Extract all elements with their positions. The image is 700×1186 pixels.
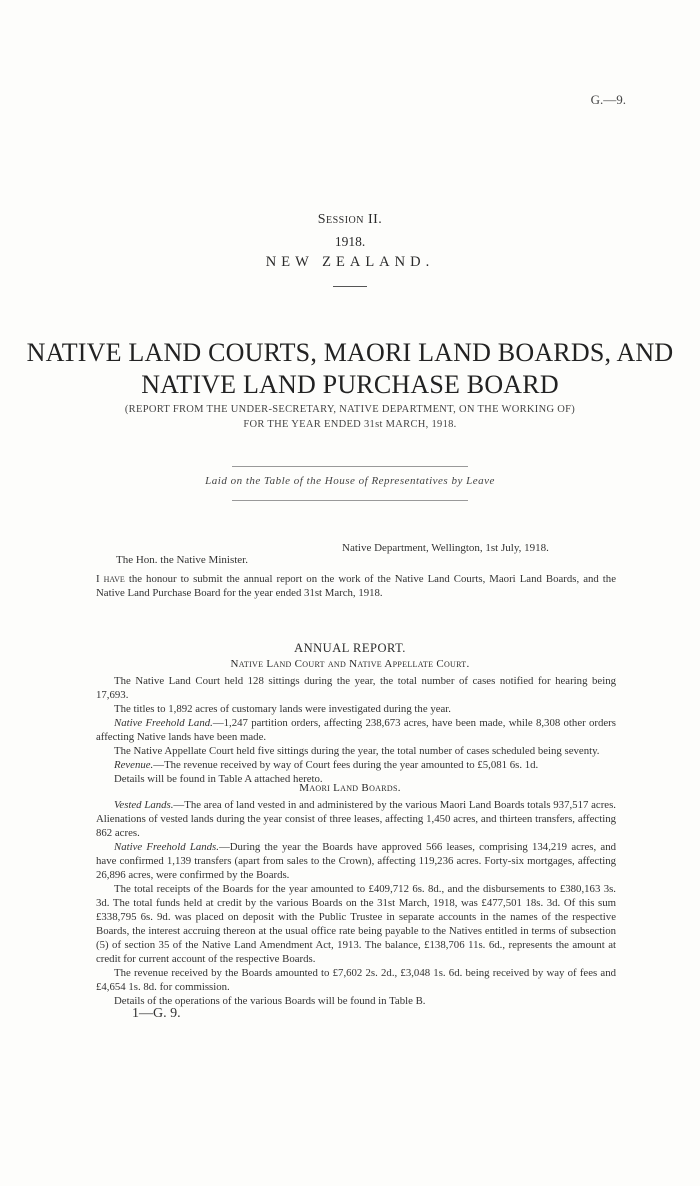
report-title-line2: NATIVE LAND PURCHASE BOARD [141, 370, 559, 399]
letter-dateline: Native Department, Wellington, 1st July, 1918. [342, 542, 549, 554]
section1-para3: Native Freehold Land.—1,247 partition orders, affecting 238,673 acres, have been made, while 8,308 other orders affecting Native lands have been made. [96, 717, 616, 743]
section2-para3: The total receipts of the Boards for the year amounted to £409,712 6s. 8d., and the disbursements to £380,163 3s. 3d. The total funds held at credit by the various Boards on the 31st March, 1918, was £477,501 18s. 3d. Of this sum £338,795 6s. 9d. was placed on deposit with the Public Trustee in separate accounts in the names of the respective Boards, the interest accruing thereon at the usual office rate being payable to the Natives entitled in terms of subsection (5) of section 35 of the Native Land Amendment Act, 1913. The balance, £138,706 11s. 6d., represents the amount at credit for current account of the respective Boards. [96, 883, 616, 965]
section2-body [96, 798, 616, 1008]
vested-lands-label: Vested Lands. [114, 799, 174, 811]
section1-heading: Native Land Court and Native Appellate Court. [230, 658, 470, 670]
section2-para1: Vested Lands.—The area of land vested in and administered by the various Maori Land Boards totals 937,517 acres. Alienations of vested lands during the year consist of three leases, affecting 1,450 acres, and thirteen transfers, affecting 862 acres. [96, 799, 616, 839]
divider-lower [232, 500, 468, 501]
letter-opening-smallcaps: I have [96, 573, 125, 585]
page-reference: G.—9. [590, 92, 626, 107]
native-freehold-lands-label: Native Freehold Lands. [114, 841, 219, 853]
country-label: NEW ZEALAND. [265, 254, 435, 270]
section1-para1: The Native Land Court held 128 sittings during the year, the total number of cases notified for hearing being 17,693. [96, 675, 616, 701]
report-subtitle-line1: (REPORT FROM THE UNDER-SECRETARY, NATIVE DEPARTMENT, ON THE WORKING OF) [124, 404, 576, 415]
letter-opening-text: the honour to submit the annual report on the work of the Native Land Courts, Maori Land Boards, and the Native Land Purchase Board for the year ended 31st March, 1918. [96, 573, 617, 599]
letter-addressee: The Hon. the Native Minister. [116, 554, 248, 566]
annual-report-heading: ANNUAL REPORT. [294, 641, 406, 655]
laid-on-table-note: Laid on the Table of the House of Representatives by Leave [205, 475, 495, 487]
session-label: Session II. [317, 212, 383, 227]
section2-para4: The revenue received by the Boards amounted to £7,602 2s. 2d., £3,048 1s. 6d. being received by way of fees and £4,654 1s. 8d. for commission. [96, 967, 616, 993]
section1-body [96, 674, 616, 786]
revenue-label: Revenue. [114, 759, 154, 771]
divider-short [333, 286, 367, 287]
section2-para2: Native Freehold Lands.—During the year the Boards have approved 566 leases, comprising 134,219 acres, and have confirmed 1,139 transfers (apart from sales to the Crown), affecting 119,236 acres. Forty-six mortgages, affecting 26,896 acres, were confirmed by the Boards. [96, 841, 617, 881]
section2-para5: Details of the operations of the various Boards will be found in Table B. [114, 995, 426, 1007]
report-title-line1: NATIVE LAND COURTS, MAORI LAND BOARDS, AND [26, 338, 674, 367]
report-subtitle-line2: FOR THE YEAR ENDED 31st MARCH, 1918. [243, 419, 457, 430]
letter-body [96, 572, 616, 600]
footer-reference: 1—G. 9. [132, 1006, 181, 1021]
native-freehold-label: Native Freehold Land. [114, 717, 213, 729]
section1-para2: The titles to 1,892 acres of customary lands were investigated during the year. [114, 703, 452, 715]
section1-para5: Revenue.—The revenue received by way of Court fees during the year amounted to £5,081 6s. 1d. [114, 759, 539, 771]
section2-heading: Maori Land Boards. [299, 782, 401, 794]
section1-para4: The Native Appellate Court held five sittings during the year, the total number of cases scheduled being seventy. [114, 745, 600, 757]
section1-para6: Details will be found in Table A attached hereto. [114, 773, 323, 785]
divider-upper [232, 466, 468, 467]
year-label: 1918. [334, 234, 366, 249]
